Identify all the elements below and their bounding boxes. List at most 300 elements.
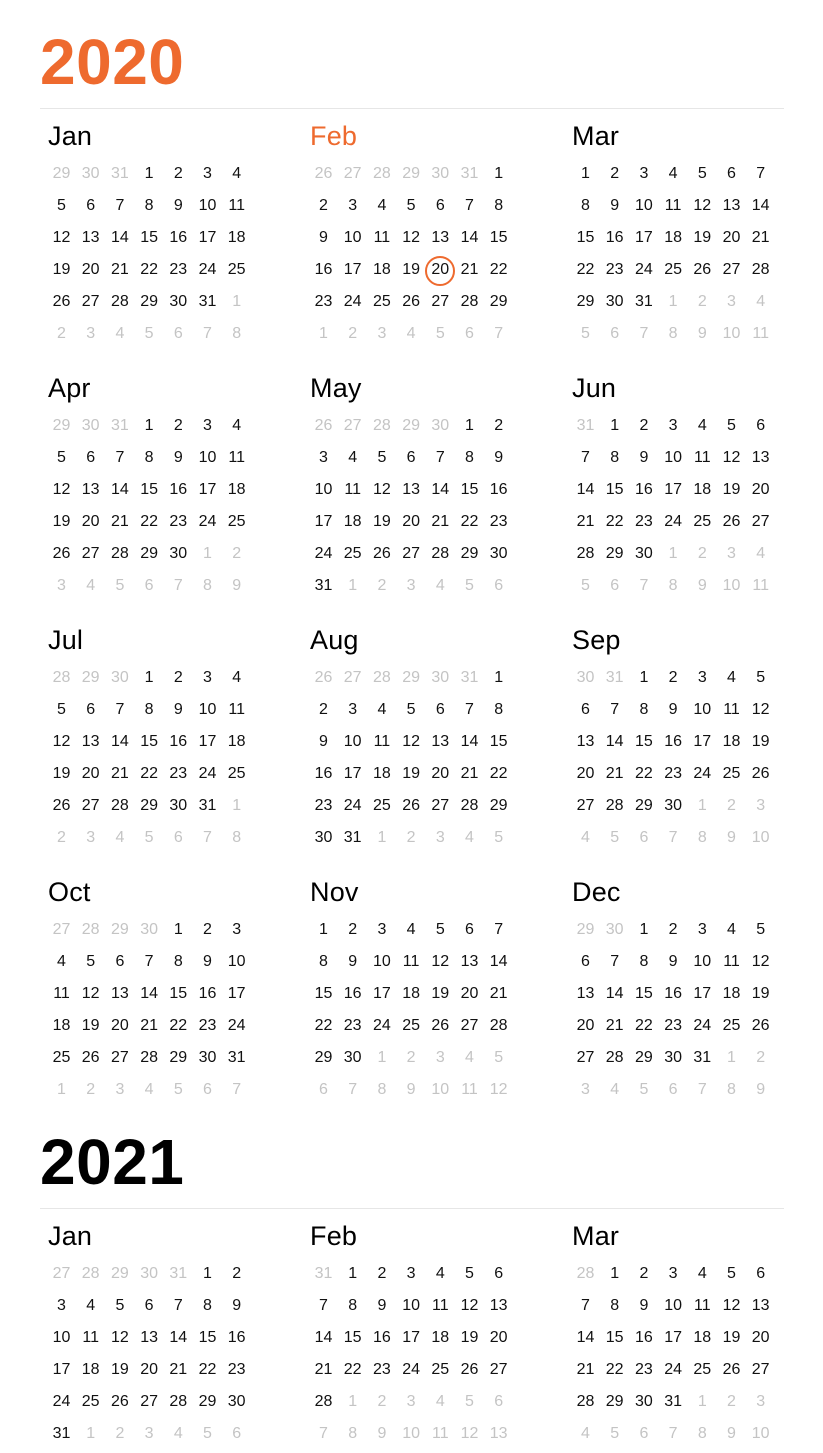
- day-cell[interactable]: 24: [198, 513, 217, 530]
- day-cell[interactable]: 31: [343, 829, 362, 846]
- day-cell[interactable]: 2: [173, 417, 183, 434]
- day-cell[interactable]: 13: [81, 733, 100, 750]
- day-cell[interactable]: 9: [319, 229, 328, 246]
- day-cell[interactable]: 17: [52, 1361, 71, 1378]
- day-cell[interactable]: 12: [431, 953, 450, 970]
- day-cell[interactable]: 16: [169, 481, 188, 498]
- day-cell[interactable]: 23: [227, 1361, 246, 1378]
- day-cell[interactable]: 1: [144, 165, 154, 182]
- day-cell[interactable]: 16: [169, 733, 188, 750]
- day-cell[interactable]: 20: [576, 1017, 595, 1034]
- day-cell[interactable]: 15: [343, 1329, 362, 1346]
- day-cell[interactable]: 27: [343, 165, 362, 182]
- day-cell[interactable]: 13: [81, 229, 100, 246]
- day-cell[interactable]: 5: [406, 197, 416, 214]
- day-cell[interactable]: 7: [581, 449, 590, 466]
- day-cell[interactable]: 12: [751, 953, 770, 970]
- day-cell[interactable]: 3: [435, 1049, 445, 1066]
- day-cell[interactable]: 15: [140, 229, 158, 246]
- day-cell[interactable]: 11: [693, 1297, 711, 1314]
- day-cell[interactable]: 4: [86, 1297, 96, 1314]
- day-cell[interactable]: 22: [605, 513, 624, 530]
- day-cell[interactable]: 28: [169, 1393, 188, 1410]
- day-cell[interactable]: 12: [460, 1297, 479, 1314]
- day-cell[interactable]: 25: [227, 765, 246, 782]
- day-cell[interactable]: 2: [319, 701, 328, 718]
- day-cell[interactable]: 8: [494, 197, 504, 214]
- day-cell[interactable]: 1: [319, 921, 328, 938]
- day-cell[interactable]: 10: [722, 577, 741, 594]
- day-cell[interactable]: 14: [431, 481, 450, 498]
- day-cell[interactable]: 13: [110, 985, 129, 1002]
- day-cell[interactable]: 15: [140, 733, 158, 750]
- day-cell[interactable]: 19: [52, 765, 71, 782]
- day-cell[interactable]: 8: [697, 1425, 707, 1442]
- day-cell[interactable]: 10: [198, 701, 217, 718]
- day-cell[interactable]: 7: [115, 197, 125, 214]
- day-cell[interactable]: 29: [140, 797, 158, 814]
- day-cell[interactable]: 3: [639, 165, 649, 182]
- day-cell[interactable]: 18: [343, 513, 362, 530]
- day-cell[interactable]: 30: [198, 1049, 217, 1066]
- day-cell[interactable]: 30: [576, 669, 595, 686]
- day-cell[interactable]: 12: [693, 197, 712, 214]
- day-cell[interactable]: 14: [751, 197, 770, 214]
- day-cell[interactable]: 27: [431, 293, 450, 310]
- day-cell[interactable]: 30: [605, 921, 624, 938]
- day-cell[interactable]: 14: [605, 985, 624, 1002]
- day-cell[interactable]: 10: [664, 449, 682, 466]
- day-cell[interactable]: 4: [756, 545, 766, 562]
- day-cell[interactable]: 6: [115, 953, 125, 970]
- day-cell[interactable]: 29: [81, 669, 100, 686]
- month-name[interactable]: May: [310, 373, 362, 403]
- day-cell[interactable]: 20: [110, 1017, 129, 1034]
- day-cell[interactable]: 18: [664, 229, 682, 246]
- day-cell[interactable]: 15: [314, 985, 333, 1002]
- month-name[interactable]: Feb: [310, 1221, 358, 1251]
- month-name[interactable]: Jan: [48, 1221, 93, 1251]
- day-cell[interactable]: 11: [228, 701, 245, 718]
- day-cell[interactable]: 11: [431, 1425, 449, 1442]
- day-cell[interactable]: 25: [722, 1017, 741, 1034]
- day-cell[interactable]: 31: [110, 165, 129, 182]
- day-cell[interactable]: 28: [576, 545, 595, 562]
- day-cell[interactable]: 26: [751, 765, 770, 782]
- day-cell[interactable]: 7: [668, 1425, 678, 1442]
- day-cell[interactable]: 11: [344, 481, 361, 498]
- day-cell[interactable]: 22: [140, 513, 158, 530]
- day-cell[interactable]: 21: [169, 1361, 188, 1378]
- day-cell[interactable]: 28: [460, 293, 479, 310]
- day-cell[interactable]: 7: [610, 953, 620, 970]
- month-name[interactable]: Jul: [48, 625, 84, 655]
- day-cell[interactable]: 16: [664, 733, 682, 750]
- day-cell[interactable]: 1: [232, 293, 242, 310]
- day-cell[interactable]: 3: [727, 545, 736, 562]
- day-cell[interactable]: 30: [431, 165, 450, 182]
- day-cell[interactable]: 23: [372, 1361, 391, 1378]
- day-cell[interactable]: 8: [319, 953, 328, 970]
- day-cell[interactable]: 4: [465, 1049, 474, 1066]
- day-cell[interactable]: 1: [173, 921, 183, 938]
- day-cell[interactable]: 1: [232, 797, 242, 814]
- day-cell[interactable]: 31: [314, 577, 333, 594]
- day-cell[interactable]: 9: [173, 197, 183, 214]
- day-cell[interactable]: 3: [57, 1297, 66, 1314]
- day-cell[interactable]: 14: [460, 733, 479, 750]
- day-cell[interactable]: 17: [314, 513, 333, 530]
- day-cell[interactable]: 10: [52, 1329, 71, 1346]
- day-cell[interactable]: 9: [668, 701, 678, 718]
- day-cell[interactable]: 16: [343, 985, 362, 1002]
- day-cell[interactable]: 26: [314, 417, 333, 434]
- day-cell[interactable]: 2: [727, 1393, 736, 1410]
- day-cell[interactable]: 14: [489, 953, 508, 970]
- day-cell[interactable]: 2: [173, 669, 183, 686]
- day-cell[interactable]: 17: [693, 985, 712, 1002]
- day-cell[interactable]: 13: [402, 481, 420, 498]
- day-cell[interactable]: 2: [173, 165, 183, 182]
- day-cell[interactable]: 7: [668, 829, 678, 846]
- day-cell[interactable]: 3: [57, 577, 66, 594]
- day-cell[interactable]: 5: [756, 669, 766, 686]
- day-cell[interactable]: 15: [489, 733, 508, 750]
- day-cell[interactable]: 18: [372, 261, 391, 278]
- day-cell[interactable]: 28: [576, 1393, 595, 1410]
- day-cell[interactable]: 17: [634, 229, 653, 246]
- day-cell[interactable]: 28: [314, 1393, 333, 1410]
- day-cell[interactable]: 3: [203, 165, 212, 182]
- day-cell[interactable]: 10: [664, 1297, 682, 1314]
- day-cell[interactable]: 5: [435, 921, 445, 938]
- day-cell[interactable]: 2: [406, 1049, 416, 1066]
- day-cell[interactable]: 7: [697, 1081, 707, 1098]
- day-cell[interactable]: 29: [402, 165, 420, 182]
- day-cell[interactable]: 23: [343, 1017, 362, 1034]
- day-cell[interactable]: 21: [460, 261, 479, 278]
- day-cell[interactable]: 30: [634, 545, 653, 562]
- day-cell[interactable]: 4: [668, 165, 678, 182]
- day-cell[interactable]: 1: [465, 417, 474, 434]
- month-name[interactable]: Apr: [48, 373, 91, 403]
- day-cell[interactable]: 9: [232, 1297, 242, 1314]
- day-cell[interactable]: 3: [668, 1265, 678, 1282]
- day-cell[interactable]: 28: [605, 1049, 624, 1066]
- day-cell[interactable]: 21: [605, 1017, 624, 1034]
- day-cell[interactable]: 24: [198, 261, 217, 278]
- day-cell[interactable]: 25: [227, 513, 246, 530]
- day-cell[interactable]: 24: [343, 797, 362, 814]
- day-cell[interactable]: 27: [460, 1017, 479, 1034]
- day-cell[interactable]: 28: [372, 165, 391, 182]
- day-cell[interactable]: 12: [52, 733, 71, 750]
- day-cell[interactable]: 3: [86, 829, 96, 846]
- day-cell[interactable]: 24: [693, 1017, 712, 1034]
- day-cell[interactable]: 15: [605, 481, 624, 498]
- day-cell[interactable]: 7: [115, 449, 125, 466]
- day-cell[interactable]: 6: [639, 1425, 649, 1442]
- day-cell[interactable]: 19: [722, 481, 741, 498]
- day-cell[interactable]: 26: [314, 165, 333, 182]
- day-cell[interactable]: 4: [57, 953, 66, 970]
- day-cell[interactable]: 29: [605, 545, 624, 562]
- day-cell[interactable]: 3: [348, 197, 358, 214]
- day-cell[interactable]: 1: [668, 545, 678, 562]
- day-cell[interactable]: 30: [314, 829, 333, 846]
- day-cell[interactable]: 30: [227, 1393, 246, 1410]
- day-cell[interactable]: 5: [144, 325, 154, 342]
- day-cell[interactable]: 27: [722, 261, 741, 278]
- day-cell[interactable]: 11: [228, 449, 245, 466]
- month-name[interactable]: Mar: [572, 121, 620, 151]
- day-cell[interactable]: 4: [435, 1265, 445, 1282]
- day-cell[interactable]: 13: [140, 1329, 158, 1346]
- day-cell[interactable]: 13: [489, 1297, 508, 1314]
- day-cell[interactable]: 9: [377, 1297, 387, 1314]
- day-cell[interactable]: 14: [576, 481, 595, 498]
- day-cell[interactable]: 28: [81, 1265, 100, 1282]
- day-cell[interactable]: 30: [431, 669, 450, 686]
- day-cell[interactable]: 2: [668, 921, 678, 938]
- day-cell[interactable]: 31: [198, 797, 217, 814]
- day-cell[interactable]: 10: [343, 229, 362, 246]
- day-cell[interactable]: 5: [57, 449, 66, 466]
- day-cell[interactable]: 2: [697, 293, 707, 310]
- day-cell[interactable]: 6: [465, 921, 474, 938]
- day-cell[interactable]: 1: [377, 1049, 387, 1066]
- day-cell[interactable]: 24: [664, 513, 682, 530]
- day-cell[interactable]: 10: [431, 1081, 450, 1098]
- day-cell[interactable]: 15: [634, 733, 653, 750]
- day-cell[interactable]: 4: [232, 669, 242, 686]
- day-cell[interactable]: 30: [169, 797, 188, 814]
- day-cell[interactable]: 8: [494, 701, 504, 718]
- day-cell[interactable]: 20: [489, 1329, 508, 1346]
- day-cell[interactable]: 26: [722, 1361, 741, 1378]
- day-cell[interactable]: 9: [668, 953, 678, 970]
- day-cell[interactable]: 5: [203, 1425, 212, 1442]
- day-cell[interactable]: 20: [751, 1329, 770, 1346]
- day-cell[interactable]: 23: [664, 765, 682, 782]
- day-cell[interactable]: 1: [144, 669, 154, 686]
- day-cell[interactable]: 7: [465, 701, 474, 718]
- day-cell[interactable]: 15: [169, 985, 188, 1002]
- day-cell[interactable]: 24: [198, 765, 217, 782]
- day-cell[interactable]: 26: [52, 293, 71, 310]
- day-cell[interactable]: 21: [751, 229, 770, 246]
- month-name[interactable]: Aug: [310, 625, 359, 655]
- day-cell[interactable]: 6: [494, 1265, 504, 1282]
- day-cell[interactable]: 28: [110, 545, 129, 562]
- day-cell[interactable]: 3: [232, 921, 242, 938]
- day-cell[interactable]: 6: [756, 1265, 766, 1282]
- day-cell[interactable]: 21: [140, 1017, 158, 1034]
- day-cell[interactable]: 7: [173, 1297, 183, 1314]
- day-cell[interactable]: 3: [319, 449, 328, 466]
- day-cell[interactable]: 8: [144, 701, 154, 718]
- day-cell[interactable]: 16: [489, 481, 508, 498]
- day-cell[interactable]: 9: [173, 449, 183, 466]
- day-cell[interactable]: 18: [227, 229, 246, 246]
- day-cell[interactable]: 4: [697, 417, 707, 434]
- day-cell[interactable]: 6: [144, 577, 154, 594]
- day-cell[interactable]: 16: [634, 1329, 653, 1346]
- day-cell[interactable]: 4: [697, 1265, 707, 1282]
- day-cell[interactable]: 3: [668, 417, 678, 434]
- day-cell[interactable]: 21: [576, 513, 595, 530]
- day-cell[interactable]: 6: [639, 829, 649, 846]
- day-cell[interactable]: 9: [232, 577, 242, 594]
- day-cell[interactable]: 22: [314, 1017, 333, 1034]
- day-cell[interactable]: 1: [581, 165, 590, 182]
- day-cell[interactable]: 4: [727, 921, 736, 938]
- day-cell[interactable]: 4: [406, 325, 416, 342]
- day-cell[interactable]: 20: [576, 765, 595, 782]
- day-cell[interactable]: 9: [727, 829, 736, 846]
- year-title[interactable]: 2020: [40, 26, 185, 98]
- day-cell[interactable]: 30: [81, 417, 100, 434]
- day-cell[interactable]: 23: [169, 261, 188, 278]
- day-cell[interactable]: 21: [489, 985, 508, 1002]
- day-cell[interactable]: 28: [81, 921, 100, 938]
- day-cell[interactable]: 1: [57, 1081, 66, 1098]
- day-cell[interactable]: 3: [348, 701, 358, 718]
- day-cell[interactable]: 10: [198, 449, 217, 466]
- day-cell[interactable]: 26: [693, 261, 712, 278]
- day-cell[interactable]: 19: [722, 1329, 741, 1346]
- day-cell[interactable]: 5: [756, 921, 766, 938]
- day-cell[interactable]: 4: [435, 577, 445, 594]
- day-cell[interactable]: 19: [402, 765, 420, 782]
- day-cell-today[interactable]: 20: [426, 254, 455, 286]
- day-cell[interactable]: 5: [494, 1049, 504, 1066]
- day-cell[interactable]: 8: [144, 197, 154, 214]
- day-cell[interactable]: 17: [227, 985, 246, 1002]
- day-cell[interactable]: 29: [52, 417, 71, 434]
- day-cell[interactable]: 30: [140, 1265, 158, 1282]
- day-cell[interactable]: 26: [81, 1049, 100, 1066]
- day-cell[interactable]: 2: [639, 1265, 649, 1282]
- day-cell[interactable]: 8: [610, 1297, 620, 1314]
- day-cell[interactable]: 1: [668, 293, 678, 310]
- day-cell[interactable]: 31: [576, 417, 595, 434]
- day-cell[interactable]: 7: [232, 1081, 242, 1098]
- day-cell[interactable]: 5: [57, 701, 66, 718]
- day-cell[interactable]: 3: [756, 1393, 766, 1410]
- day-cell[interactable]: 12: [460, 1425, 479, 1442]
- day-cell[interactable]: 13: [722, 197, 741, 214]
- day-cell[interactable]: 29: [140, 293, 158, 310]
- day-cell[interactable]: 21: [431, 513, 450, 530]
- day-cell[interactable]: 19: [751, 733, 770, 750]
- day-cell[interactable]: 27: [52, 1265, 71, 1282]
- day-cell[interactable]: 2: [86, 1081, 96, 1098]
- day-cell[interactable]: 2: [610, 165, 620, 182]
- day-cell[interactable]: 2: [639, 417, 649, 434]
- day-cell[interactable]: 27: [576, 1049, 595, 1066]
- day-cell[interactable]: 31: [460, 165, 479, 182]
- day-cell[interactable]: 3: [697, 669, 707, 686]
- day-cell[interactable]: 30: [664, 1049, 682, 1066]
- day-cell[interactable]: 29: [576, 921, 595, 938]
- day-cell[interactable]: 1: [610, 417, 620, 434]
- day-cell[interactable]: 7: [465, 197, 474, 214]
- day-cell[interactable]: 5: [494, 829, 504, 846]
- day-cell[interactable]: 4: [377, 701, 387, 718]
- day-cell[interactable]: 4: [581, 1425, 590, 1442]
- day-cell[interactable]: 11: [402, 953, 420, 970]
- day-cell[interactable]: 10: [343, 733, 362, 750]
- day-cell[interactable]: 26: [751, 1017, 770, 1034]
- day-cell[interactable]: 31: [169, 1265, 188, 1282]
- day-cell[interactable]: 12: [52, 229, 71, 246]
- day-cell[interactable]: 30: [489, 545, 508, 562]
- day-cell[interactable]: 30: [634, 1393, 653, 1410]
- day-cell[interactable]: 18: [693, 1329, 712, 1346]
- day-cell[interactable]: 16: [169, 229, 188, 246]
- day-cell[interactable]: 21: [110, 513, 129, 530]
- day-cell[interactable]: 4: [727, 669, 736, 686]
- day-cell[interactable]: 2: [203, 921, 212, 938]
- day-cell[interactable]: 28: [605, 797, 624, 814]
- day-cell[interactable]: 1: [319, 325, 328, 342]
- day-cell[interactable]: 6: [435, 701, 445, 718]
- day-cell[interactable]: 30: [81, 165, 100, 182]
- day-cell[interactable]: 16: [664, 985, 682, 1002]
- day-cell[interactable]: 2: [348, 921, 358, 938]
- day-cell[interactable]: 8: [581, 197, 590, 214]
- day-cell[interactable]: 5: [639, 1081, 649, 1098]
- day-cell[interactable]: 5: [144, 829, 154, 846]
- day-cell[interactable]: 17: [372, 985, 391, 1002]
- day-cell[interactable]: 13: [576, 733, 595, 750]
- day-cell[interactable]: 6: [232, 1425, 242, 1442]
- day-cell[interactable]: 7: [203, 829, 212, 846]
- day-cell[interactable]: 29: [489, 797, 508, 814]
- day-cell[interactable]: 2: [377, 1393, 387, 1410]
- day-cell[interactable]: 12: [722, 1297, 741, 1314]
- day-cell[interactable]: 6: [494, 1393, 504, 1410]
- day-cell[interactable]: 31: [227, 1049, 246, 1066]
- day-cell[interactable]: 20: [402, 513, 420, 530]
- day-cell[interactable]: 9: [727, 1425, 736, 1442]
- day-cell[interactable]: 6: [173, 325, 183, 342]
- day-cell[interactable]: 6: [86, 197, 96, 214]
- day-cell[interactable]: 22: [460, 513, 479, 530]
- day-cell[interactable]: 27: [751, 513, 770, 530]
- day-cell[interactable]: 19: [431, 985, 450, 1002]
- day-cell[interactable]: 18: [372, 765, 391, 782]
- day-cell[interactable]: 6: [756, 417, 766, 434]
- day-cell[interactable]: 10: [402, 1425, 420, 1442]
- day-cell[interactable]: 1: [639, 669, 649, 686]
- day-cell[interactable]: 17: [402, 1329, 420, 1346]
- day-cell[interactable]: 12: [110, 1329, 129, 1346]
- day-cell[interactable]: 8: [639, 701, 649, 718]
- day-cell[interactable]: 14: [314, 1329, 333, 1346]
- day-cell[interactable]: 18: [227, 733, 246, 750]
- day-cell[interactable]: 2: [348, 325, 358, 342]
- day-cell[interactable]: 17: [693, 733, 712, 750]
- day-cell[interactable]: 21: [110, 261, 129, 278]
- day-cell[interactable]: 6: [86, 449, 96, 466]
- day-cell[interactable]: 9: [697, 325, 707, 342]
- day-cell[interactable]: 9: [377, 1425, 387, 1442]
- day-cell[interactable]: 29: [605, 1393, 624, 1410]
- day-cell[interactable]: 3: [203, 669, 212, 686]
- day-cell[interactable]: 5: [115, 577, 125, 594]
